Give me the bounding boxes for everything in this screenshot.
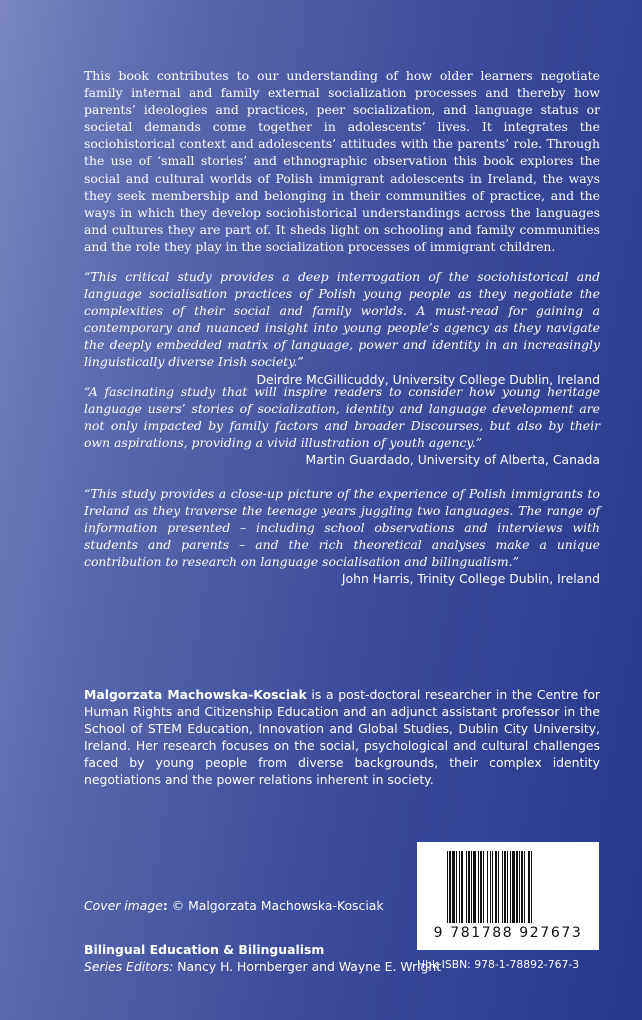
series-editors-names: Nancy H. Hornberger and Wayne E. Wright [173, 959, 442, 974]
cover-credit-colon: : [162, 898, 168, 913]
series-info [84, 941, 441, 975]
series-editors-label: Series Editors: [84, 959, 174, 974]
barcode-number: 9 781788 927673 [433, 925, 583, 941]
endorsement-quote [84, 268, 600, 388]
isbn-barcode [417, 842, 599, 950]
series-title: Bilingual Education & Bilingualism [84, 942, 325, 957]
barcode-bars [447, 851, 569, 923]
cover-image-credit [84, 898, 384, 913]
quote-attribution: Deirdre McGillicuddy, University College Dublin, Ireland [256, 371, 600, 387]
endorsement-quote [84, 485, 600, 587]
cover-credit-label: Cover image [84, 898, 163, 913]
quote-text: “This critical study provides a deep interrogation of the sociohistorical and language socialisation practices of Polish young people as they negotiate the complexities of their social and family worlds. A must-read for gaining a contemporary and nuanced insight into young people’s agency as they navigate the deeply embedded matrix of language, power and identity in an increasingly linguistically diverse Irish society.” [84, 269, 600, 370]
quote-attribution: Martin Guardado, University of Alberta, Canada [305, 452, 600, 468]
quote-text: “A fascinating study that will inspire readers to consider how young heritage language users’ stories of socialization, identity and language development are not only impacted by family factors and broader Discourses, but also by their own aspirations, providing a vivid illustration of youth agency.” [84, 384, 600, 451]
author-bio [84, 686, 600, 789]
quote-attribution: John Harris, Trinity College Dublin, Ireland [341, 571, 600, 587]
endorsement-quote [84, 383, 600, 468]
series-editors [84, 958, 441, 975]
quote-text: “This study provides a close-up picture of the experience of Polish immigrants to Ireland as they traverse the teenage years juggling two languages. The range of information presented – including school observations and interviews with students and parents – and the rich theoretical analyses make a unique contribution to research on language socialisation and bilingualism.” [84, 486, 600, 570]
book-description: This book contributes to our understanding of how older learners negotiate family internal and family external socialization processes and thereby how parents’ ideologies and practices, peer socialization, and language status or societal demands come together in adolescents’ lives. It integrates the sociohistorical context and adolescents’ attitudes with the parents’ role. Through the use of ‘small stories’ and ethnographic observation this book explores the social and cultural worlds of Polish immigrant adolescents in Ireland, the ways they seek membership and belonging in their communities of practice, and the ways in which they develop sociohistorical understandings across the languages and cultures they are part of. It sheds light on schooling and family communities and the role they play in the socialization processes of immigrant children. [84, 68, 600, 254]
author-bio-text: is a post-doctoral researcher in the Centre for Human Rights and Citizenship Education and an adjunct assistant professor in the School of STEM Education, Innovation and Global Studies, Dublin City University, Ireland. Her research focuses on the social, psychological and cultural challenges faced by young people from diverse backgrounds, their complex identity negotiations and the power relations inherent in society. [84, 687, 600, 788]
author-name: Malgorzata Machowska-Kosciak [84, 687, 307, 702]
cover-credit-value: © Malgorzata Machowska-Kosciak [167, 898, 384, 913]
isbn-text: Hbk ISBN: 978-1-78892-767-3 [417, 958, 580, 971]
